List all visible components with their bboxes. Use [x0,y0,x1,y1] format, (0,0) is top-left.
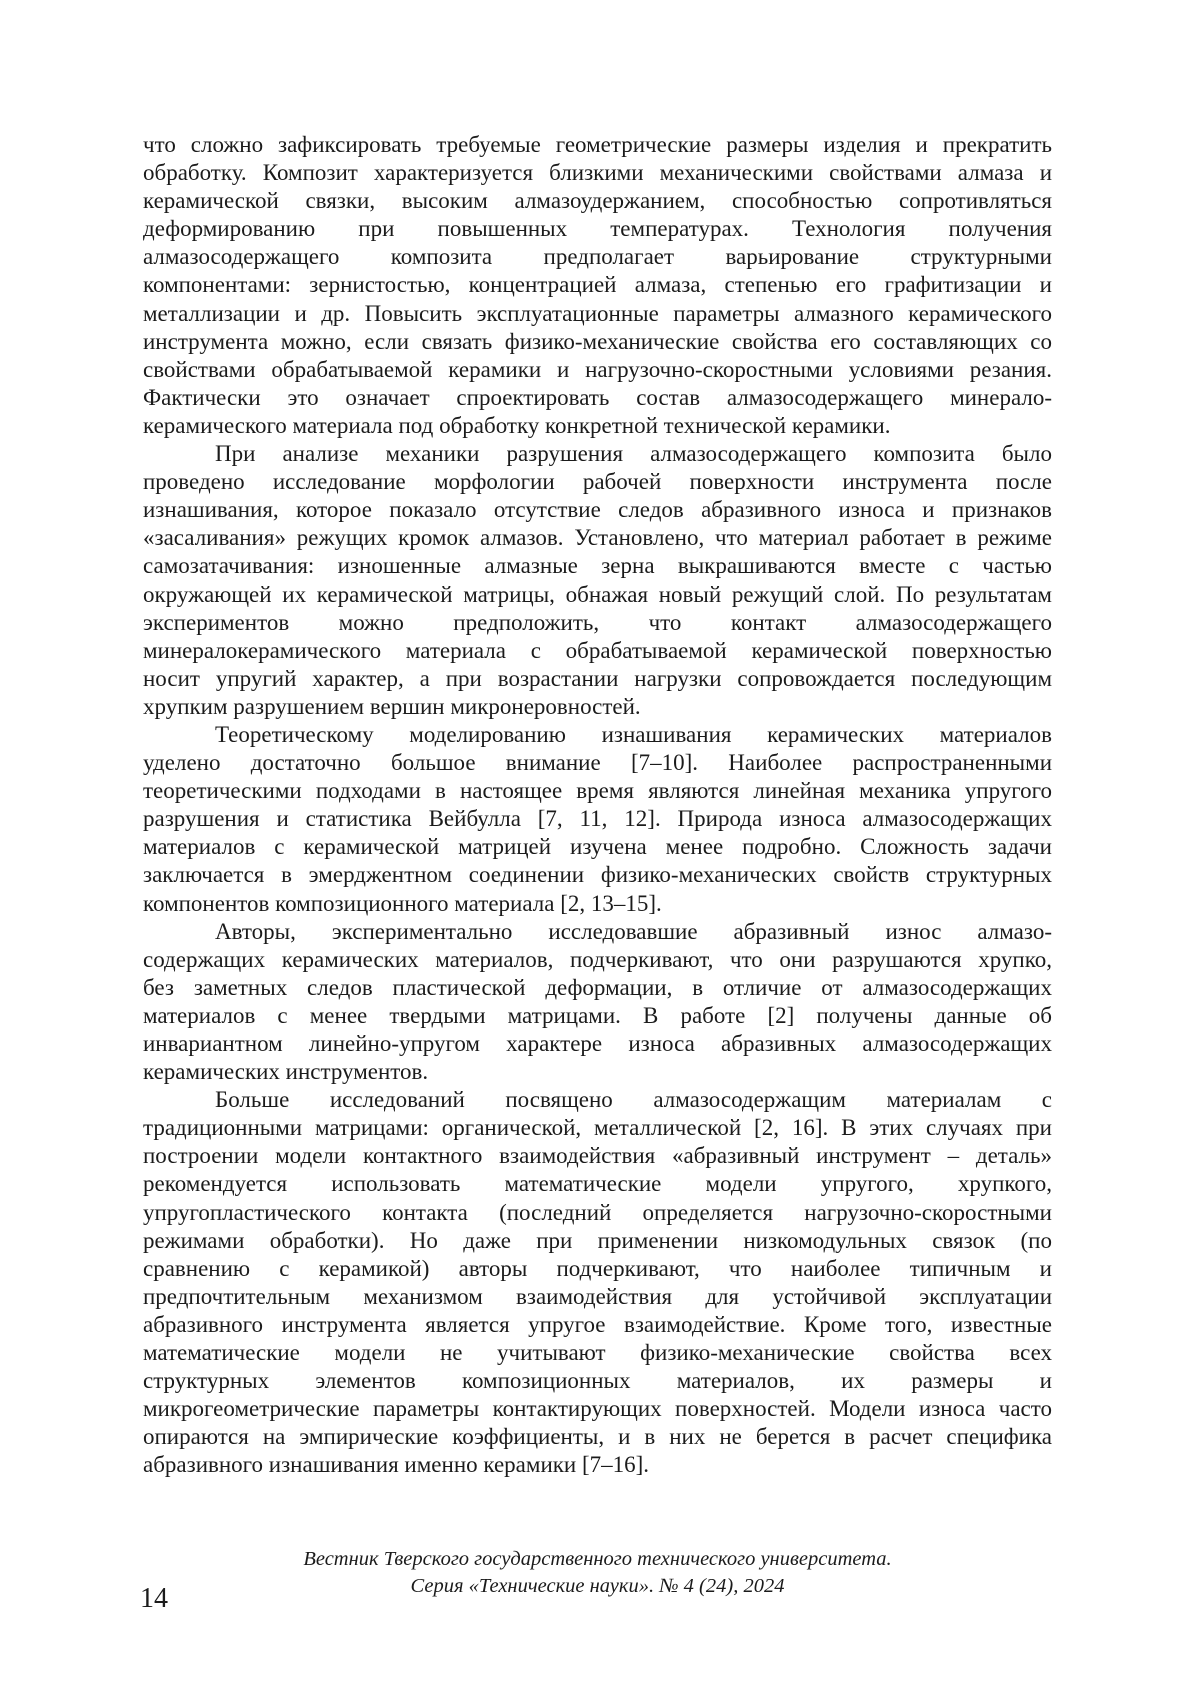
text-line: носит упругий характер, а при возрастании нагрузки сопровождается последующим [143,665,1052,691]
body-text [143,131,1052,1480]
text-line: Больше исследований посвящено алмазосодержащим материалам с [215,1087,1052,1113]
text-line: абразивного инструмента является упругое взаимодействие. Кроме того, известные [143,1311,1052,1337]
text-line: традиционными матрицами: органической, металлической [2, 16]. В этих случаях при [143,1115,1052,1141]
text-line: содержащих керамических материалов, подчеркивают, что они разрушаются хрупко, [143,946,1052,972]
text-line: микрогеометрические параметры контактирующих поверхностей. Модели износа часто [143,1396,1052,1422]
text-line: материалов с керамической матрицей изучена менее подробно. Сложность задачи [143,834,1052,860]
page-number: 14 [140,1583,168,1614]
text-line: структурных элементов композиционных материалов, их размеры и [143,1368,1052,1394]
text-line: керамической связки, высоким алмазоудержанием, способностью сопротивляться [143,188,1052,214]
text-line: что сложно зафиксировать требуемые геометрические размеры изделия и прекратить [143,132,1052,157]
text-line: опираются на эмпирические коэффициенты, и в них не берется в расчет специфика [143,1424,1052,1450]
text-line: компонентов композиционного материала [2, 13–15]. [143,890,662,916]
text-line: инструмента можно, если связать физико-механические свойства его составляющих со [143,328,1052,354]
paragraph [143,918,1052,1087]
paragraph [143,440,1052,721]
text-line: хрупким разрушением вершин микронеровностей. [143,693,641,719]
text-line: компонентами: зернистостью, концентрацией алмаза, степенью его графитизации и [143,272,1052,298]
text-line: теоретическими подходами в настоящее время являются линейная механика упругого [143,778,1052,804]
text-line: математические модели не учитывают физико-механические свойства всех [143,1340,1052,1366]
text-line: построении модели контактного взаимодействия «абразивный инструмент – деталь» [143,1143,1052,1169]
text-line: минералокерамического материала с обрабатываемой керамической поверхностью [143,637,1052,663]
text-line: режимами обработки). Но даже при применении низкомодульных связок (по [143,1227,1052,1253]
text-line: инвариантном линейно-упругом характере износа абразивных алмазосодержащих [143,1031,1052,1056]
text-line: экспериментов можно предположить, что контакт алмазосодержащего [143,609,1052,635]
text-line: деформированию при повышенных температурах. Технология получения [143,216,1052,242]
text-line: проведено исследование морфологии рабочей поверхности инструмента после [143,469,1052,495]
text-line: окружающей их керамической матрицы, обнажая новый режущий слой. По результатам [143,581,1052,607]
text-line: уделено достаточно большое внимание [7–10]. Наиболее распространенными [143,750,1052,776]
text-line: свойствами обрабатываемой керамики и нагрузочно-скоростными условиями резания. [143,356,1052,382]
text-line: Теоретическому моделированию изнашивания керамических материалов [215,721,1052,747]
footer-journal-issue: Серия «Технические науки». № 4 (24), 2024 [410,1575,785,1597]
text-line: материалов с менее твердыми матрицами. В работе [2] получены данные об [143,1002,1052,1028]
paragraph [143,721,1052,918]
text-line: самозатачивания: изношенные алмазные зерна выкрашиваются вместе с частью [143,553,1052,579]
text-line: Фактически это означает спроектировать состав алмазосодержащего минерало- [143,384,1052,410]
text-line: заключается в эмерджентном соединении физико-механических свойств структурных [143,862,1052,888]
text-line: изнашивания, которое показало отсутствие следов абразивного износа и признаков [143,497,1052,523]
text-line: керамического материала под обработку конкретной технической керамики. [143,412,891,438]
paragraph [143,131,1052,440]
text-line: без заметных следов пластической деформации, в отличие от алмазосодержащих [143,974,1052,1000]
page-footer [143,1546,1052,1600]
text-line: упругопластического контакта (последний определяется нагрузочно-скоростными [143,1199,1052,1225]
text-line: абразивного изнашивания именно керамики [7–16]. [143,1452,650,1478]
text-line: рекомендуется использовать математические модели упругого, хрупкого, [143,1171,1052,1197]
footer-journal-title: Вестник Тверского государственного технического университета. [303,1548,892,1570]
text-line: разрушения и статистика Вейбулла [7, 11, 12]. Природа износа алмазосодержащих [143,806,1052,832]
text-line: обработку. Композит характеризуется близкими механическими свойствами алмаза и [143,160,1052,186]
paragraph [143,1086,1052,1479]
text-line: Авторы, экспериментально исследовавшие абразивный износ алмазо- [215,918,1052,944]
text-line: «засаливания» режущих кромок алмазов. Установлено, что материал работает в режиме [143,525,1052,551]
text-line: металлизации и др. Повысить эксплуатационные параметры алмазного керамического [143,300,1052,326]
text-line: алмазосодержащего композита предполагает варьирование структурными [143,244,1052,270]
text-line: керамических инструментов. [143,1059,429,1085]
text-line: предпочтительным механизмом взаимодействия для устойчивой эксплуатации [143,1283,1052,1309]
text-line: сравнению с керамикой) авторы подчеркивают, что наиболее типичным и [143,1255,1052,1281]
text-line: При анализе механики разрушения алмазосодержащего композита было [215,441,1052,467]
